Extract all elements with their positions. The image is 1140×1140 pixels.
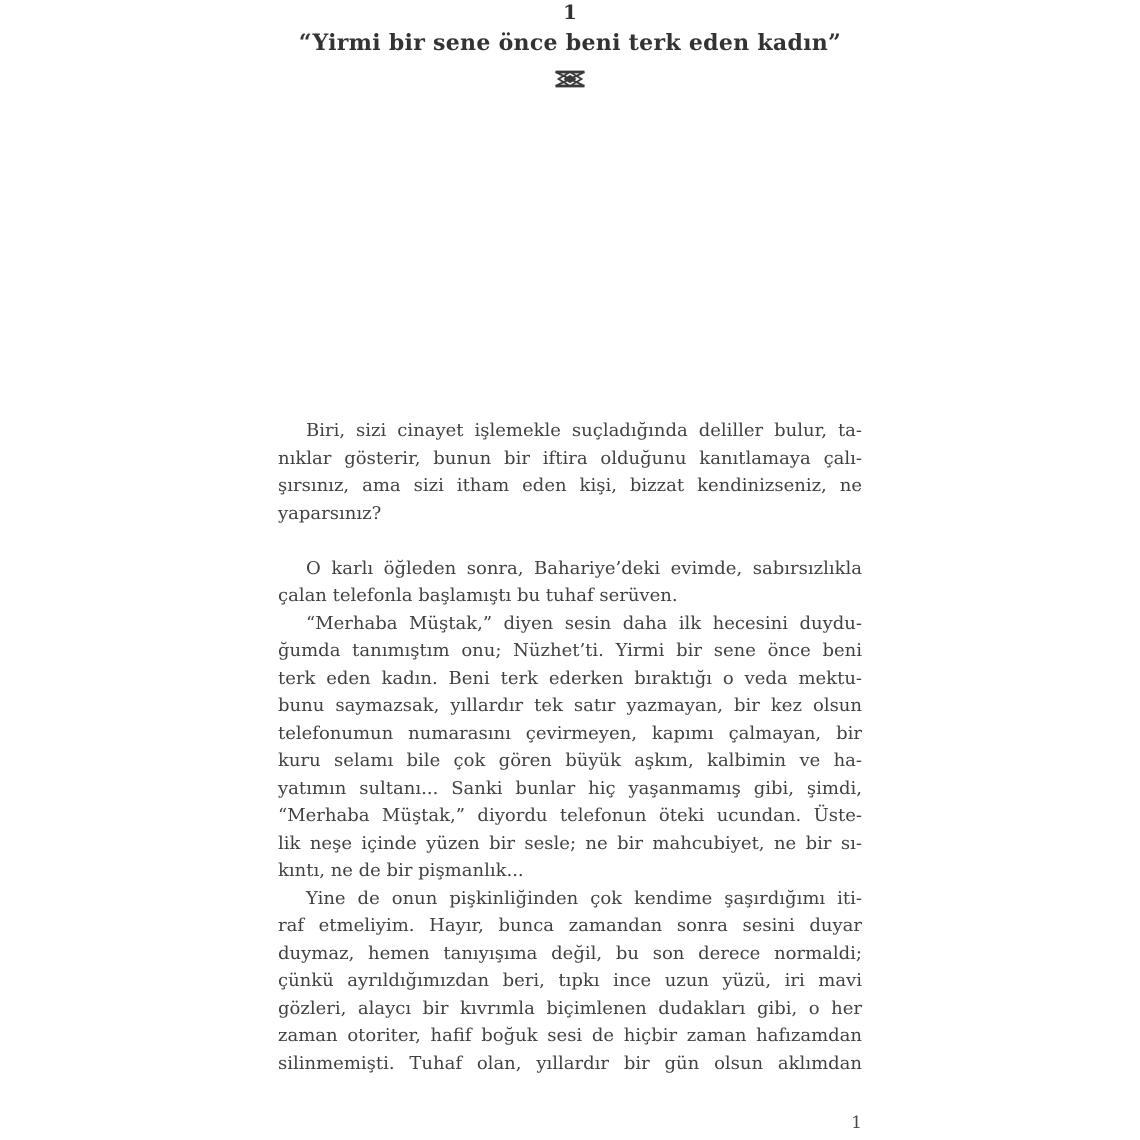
- chapter-number: 1: [563, 0, 577, 24]
- text-line: “Merhaba Müştak,” diyen sesin daha ilk hecesini duydu-: [306, 612, 862, 634]
- text-line: yaparsınız?: [278, 502, 382, 524]
- ornament-row: [278, 69, 862, 89]
- text-line: “Merhaba Müştak,” diyordu telefonun öteki ucundan. Üste-: [278, 805, 862, 826]
- page-number: 1: [851, 1113, 862, 1133]
- text-line: nıklar gösterir, bunun bir iftira olduğunu kanıtlamaya çalı-: [278, 447, 862, 469]
- text-line: lik neşe içinde yüzen bir sesle; ne bir mahcubiyet, ne bir sı-: [278, 832, 862, 854]
- paragraph-4: [278, 885, 862, 1078]
- text-line: kıntı, ne de bir pişmanlık...: [278, 860, 524, 881]
- text-line: duymaz, hemen tanıyışıma değil, bu son derece normaldi;: [278, 942, 862, 964]
- braided-fleuron-ornament-icon: [554, 74, 586, 93]
- text-line: bunu saymazsak, yıllardır tek satır yazmayan, bir kez olsun: [278, 695, 862, 716]
- paragraph-3: [278, 610, 862, 885]
- text-line: Biri, sizi cinayet işlemekle suçladığında deliller bulur, ta-: [306, 420, 862, 441]
- text-line: yatımın sultanı... Sanki bunlar hiç yaşanmamış gibi, şimdi,: [278, 777, 862, 799]
- paragraph-1: [278, 417, 862, 527]
- page-content: [278, 0, 862, 1077]
- text-line: O karlı öğleden sonra, Bahariye’deki evimde, sabırsızlıkla: [306, 557, 862, 579]
- text-line: ğumda tanımıştım onu; Nüzhet’ti. Yirmi bir sene önce beni: [278, 640, 862, 661]
- text-line: Yine de onun pişkinliğinden çok kendime şaşırdığımı iti-: [306, 887, 862, 909]
- body-text: [278, 417, 862, 1077]
- text-line: zaman otoriter, hafif boğuk sesi de hiçbir zaman hafızamdan: [278, 1025, 862, 1046]
- text-line: telefonumun numarasını çevirmeyen, kapımı çalmayan, bir: [278, 722, 862, 744]
- text-line: şırsınız, ama sizi itham eden kişi, bizzat kendinizseniz, ne: [278, 475, 862, 496]
- text-line: gözleri, alaycı bir kıvrımla biçimlenen dudakları gibi, o her: [278, 997, 862, 1019]
- text-line: raf etmeliyim. Hayır, bunca zamandan sonra sesini duyar: [278, 915, 862, 936]
- paragraph-2: [278, 555, 862, 610]
- text-line: kuru selamı bile çok gören büyük aşkım, kalbimin ve ha-: [278, 750, 862, 771]
- text-line: çünkü ayrıldığımızdan beri, tıpkı ince uzun yüzü, iri mavi: [278, 970, 862, 991]
- text-line: terk eden kadın. Beni terk ederken bıraktığı o veda mektu-: [278, 667, 862, 689]
- chapter-title: “Yirmi bir sene önce beni terk eden kadın”: [298, 30, 842, 56]
- text-line: silinmemişti. Tuhaf olan, yıllardır bir gün olsun aklımdan: [278, 1052, 862, 1074]
- text-line: çalan telefonla başlamıştı bu tuhaf serüven.: [278, 585, 678, 606]
